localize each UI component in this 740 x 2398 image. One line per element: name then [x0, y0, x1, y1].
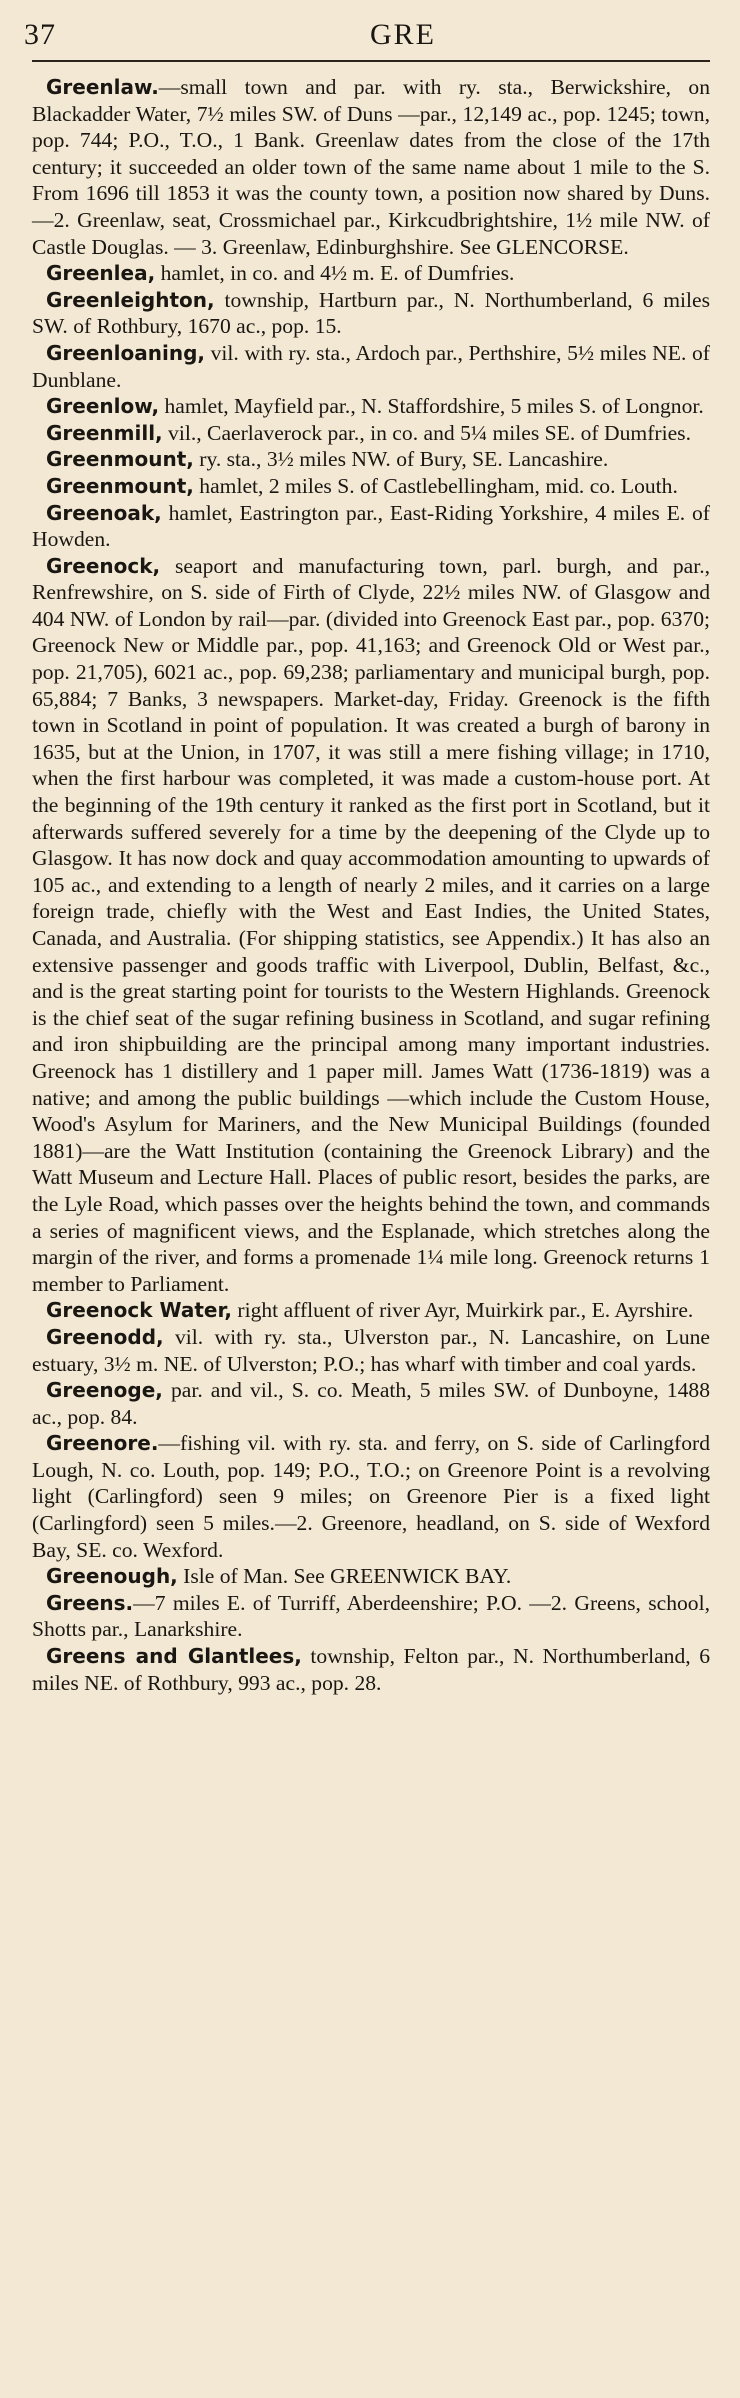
entry-headword: Greenock,: [46, 553, 161, 578]
entry-headword: Greenlow,: [46, 394, 160, 419]
entry-text: —7 miles E. of Turriff, Aberdeenshire; P.O. —2. Greens, school, Shotts par., Lanarkshire.: [32, 1590, 710, 1642]
entry-headword: Greens.: [46, 1590, 134, 1615]
gazetteer-entry: [32, 393, 710, 420]
entry-text: hamlet, Mayfield par., N. Staffordshire, 5 miles S. of Longnor.: [159, 394, 704, 419]
page-header: [24, 0, 710, 60]
entry-text: hamlet, 2 miles S. of Castlebellingham, mid. co. Louth.: [193, 473, 678, 498]
entry-headword: Greenore.: [46, 1431, 159, 1456]
gazetteer-entry: [32, 74, 710, 260]
entry-headword: Greenlaw.: [46, 75, 159, 99]
entry-headword: Greenmill,: [46, 420, 163, 445]
page-number: 37: [24, 18, 56, 51]
gazetteer-entry: [32, 1590, 710, 1643]
entry-text: ry. sta., 3½ miles NW. of Bury, SE. Lancashire.: [193, 447, 609, 472]
gazetteer-entry: [32, 1324, 710, 1377]
entry-text: —small town and par. with ry. sta., Berwickshire, on Blackadder Water, 7½ miles SW. of Duns —par., 12,149 ac., pop. 1245; town, pop. 744; P.O., T.O., 1 Bank. Greenlaw dates from the close of the 17th century; it succeeded an older town of the same name about 1 mile to the S. From 1696 till 1853 it was the county town, a position now shared by Duns. —2. Greenlaw, seat, Crossmichael par., Kirkcudbrightshire, 1½ mile NW. of Castle Douglas. — 3. Greenlaw, Edinburghshire. See GLENCORSE.: [32, 75, 710, 259]
entry-headword: Greenlea,: [46, 261, 156, 286]
gazetteer-entry: [32, 1377, 710, 1430]
gazetteer-entry: [32, 1297, 710, 1324]
entry-text: par. and vil., S. co. Meath, 5 miles SW. of Dunboyne, 1488 ac., pop. 84.: [32, 1378, 710, 1429]
entry-text: Isle of Man. See GREENWICK BAY.: [177, 1564, 512, 1589]
entry-text: right affluent of river Ayr, Muirkirk par., E. Ayrshire.: [232, 1298, 694, 1323]
gazetteer-entry: [32, 553, 710, 1298]
entry-text: seaport and manufacturing town, parl. burgh, and par., Renfrewshire, on S. side of Firth of Clyde, 22½ miles NW. of Glasgow and 404 NW. of London by rail—par. (divided into Greenock East par., pop. 6370; Greenock New or Middle par., pop. 41,163; and Greenock Old or West par., pop. 21,705), 6021 ac., pop. 69,238; parliamentary and municipal burgh, pop. 65,884; 7 Banks, 3 newspapers. Market-day, Friday. Greenock is the fifth town in Scotland in point of population. It was created a burgh of barony in 1635, but at the Union, in 1707, it was still a mere fishing village; in 1710, when the first harbour was completed, it was made a custom-house port. At the beginning of the 19th century it ranked as the first port in Scotland, but it afterwards suffered severely for a time by the deepening of the Clyde up to Glasgow. It has now dock and quay accommodation amounting to upwards of 105 ac., and extending to a length of nearly 2 miles, and it carries on a large foreign trade, chiefly with the West and East Indies, the United States, Canada, and Australia. (For shipping statistics, see Appendix.) It has also an extensive passenger and goods traffic with Liverpool, Dublin, Belfast, &c., and is the great starting point for tourists to the Western Highlands. Greenock is the chief seat of the sugar refining business in Scotland, and sugar refining and iron shipbuilding are the principal among many important industries. Greenock has 1 distillery and 1 paper mill. James Watt (1736-1819) was a native; and among the public buildings —which include the Custom House, Wood's Asylum for Mariners, and the New Municipal Buildings (founded 1881)—are the Watt Institution (containing the Greenock Library) and the Watt Museum and Lecture Hall. Places of public resort, besides the parks, are the Lyle Road, which passes over the heights behind the town, and commands a series of magnificent views, and the Esplanade, which stretches along the margin of the river, and forms a promenade 1¼ mile long. Greenock returns 1 member to Parliament.: [32, 553, 710, 1296]
gazetteer-entry: [32, 446, 710, 473]
entry-text: vil. with ry. sta., Ulverston par., N. Lancashire, on Lune estuary, 3½ m. NE. of Ulverston; P.O.; has wharf with timber and coal yards.: [32, 1324, 710, 1376]
entry-text: township, Felton par., N. Northumberland, 6 miles NE. of Rothbury, 993 ac., pop. 28.: [32, 1644, 710, 1695]
entry-headword: Greenmount,: [46, 447, 194, 472]
gazetteer-entry: [32, 260, 710, 287]
gazetteer-entry: [32, 1643, 710, 1696]
entry-text: hamlet, Eastrington par., East-Riding Yorkshire, 4 miles E. of Howden.: [32, 500, 710, 552]
running-head: GRE: [370, 18, 436, 51]
header-rule: [32, 60, 710, 62]
entry-list: [24, 74, 710, 1696]
gazetteer-entry: [32, 1563, 710, 1590]
gazetteer-entry: [32, 420, 710, 447]
entry-headword: Greenoge,: [46, 1378, 163, 1403]
entry-headword: Greenough,: [46, 1564, 178, 1589]
entry-headword: Greenleighton,: [46, 287, 215, 312]
entry-text: vil. with ry. sta., Ardoch par., Perthshire, 5½ miles NE. of Dunblane.: [32, 340, 710, 392]
gazetteer-entry: [32, 500, 710, 553]
gazetteer-entry: [32, 1430, 710, 1563]
entry-text: vil., Caerlaverock par., in co. and 5¼ miles SE. of Dumfries.: [162, 420, 691, 445]
entry-text: —fishing vil. with ry. sta. and ferry, on S. side of Carlingford Lough, N. co. Louth, pop. 149; P.O., T.O.; on Greenore Point is a revolving light (Carlingford) seen 9 miles; on Greenore Pier is a fixed light (Carlingford) seen 5 miles.—2. Greenore, headland, on S. side of Wexford Bay, SE. co. Wexford.: [32, 1431, 710, 1562]
gazetteer-entry: [32, 473, 710, 500]
entry-headword: Greenoak,: [46, 500, 162, 525]
entry-text: township, Hartburn par., N. Northumberland, 6 miles SW. of Rothbury, 1670 ac., pop. 15.: [32, 287, 710, 339]
entry-text: hamlet, in co. and 4½ m. E. of Dumfries.: [155, 261, 515, 286]
gazetteer-entry: [32, 287, 710, 340]
gazetteer-entry: [32, 340, 710, 393]
entry-headword: Greenloaning,: [46, 340, 205, 365]
entry-headword: Greenodd,: [46, 1324, 164, 1349]
entry-headword: Greenmount,: [46, 473, 194, 498]
entry-headword: Greenock Water,: [46, 1298, 232, 1323]
entry-headword: Greens and Glantlees,: [46, 1644, 302, 1669]
